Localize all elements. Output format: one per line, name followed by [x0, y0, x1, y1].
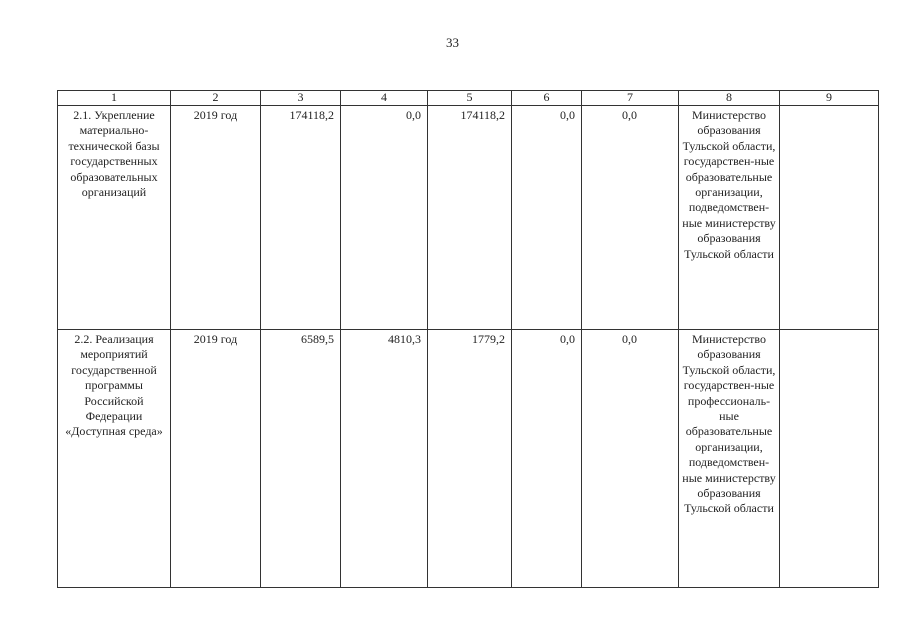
column-header-9: 9 [780, 91, 879, 106]
table-row [58, 330, 879, 588]
column-header-4: 4 [341, 91, 428, 106]
amount-col-5: 174118,2 [428, 106, 512, 330]
page-number: 33 [446, 35, 459, 50]
amount-total: 174118,2 [261, 106, 341, 330]
column-header-2: 2 [171, 91, 261, 106]
amount-col-4: 0,0 [341, 106, 428, 330]
measure-name: 2.2. Реализация мероприятий государственной программы Российской Федерации «Доступная среда» [58, 330, 171, 588]
amount-col-5: 1779,2 [428, 330, 512, 588]
table-row [58, 106, 879, 330]
note [780, 106, 879, 330]
column-header-8: 8 [679, 91, 780, 106]
measure-name: 2.1. Укрепление материально-технической базы государственных образовательных организаций [58, 106, 171, 330]
executor: Министерство образования Тульской области, государствен-ные образовательные организации, подведомствен-ные министерству образования Тульской области [679, 106, 780, 330]
period: 2019 год [171, 106, 261, 330]
period: 2019 год [171, 330, 261, 588]
column-header-6: 6 [512, 91, 582, 106]
column-header-7: 7 [582, 91, 679, 106]
executor: Министерство образования Тульской области, государствен-ные профессиональ-ные образовательные организации, подведомствен-ные министерству образования Тульской области [679, 330, 780, 588]
amount-col-6: 0,0 [512, 106, 582, 330]
column-header-5: 5 [428, 91, 512, 106]
program-table [57, 90, 879, 588]
amount-col-6: 0,0 [512, 330, 582, 588]
amount-col-4: 4810,3 [341, 330, 428, 588]
amount-col-7: 0,0 [582, 330, 679, 588]
column-header-3: 3 [261, 91, 341, 106]
note [780, 330, 879, 588]
header-row [58, 91, 879, 106]
amount-total: 6589,5 [261, 330, 341, 588]
column-header-1: 1 [58, 91, 171, 106]
amount-col-7: 0,0 [582, 106, 679, 330]
